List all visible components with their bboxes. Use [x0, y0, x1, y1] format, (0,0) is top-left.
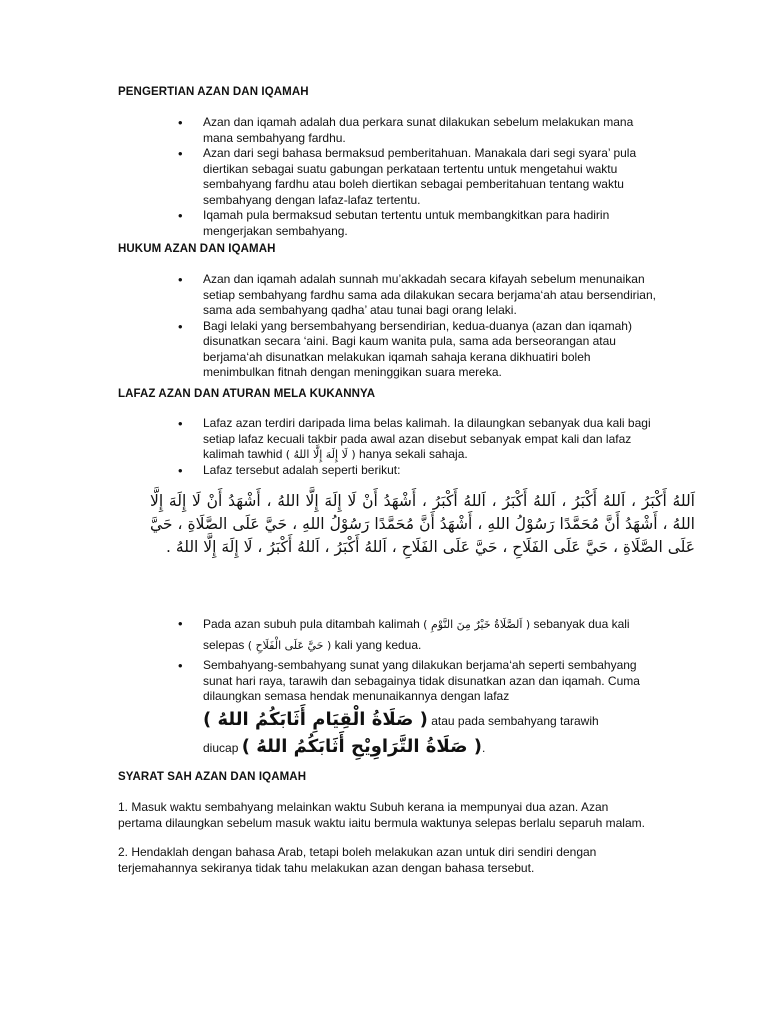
- tarawih-arabic: ( صَلَاةُ التَّرَاوِيْحِ أَثَابَكُمُ اللهُ ): [241, 735, 482, 757]
- subuh-text-after: kali yang kedua.: [334, 638, 422, 652]
- sunat-text: Sembahyang-sembahyang sunat yang dilakukan berjama‘ah seperti sembahyang sunat hari raya, tarawih dan sebagainya tidak disunatkan azan dan iqamah. Cuma dilaungkan semasa hendak menunaikannya dengan lafaz: [203, 658, 640, 703]
- list-item: • Azan dan iqamah adalah dua perkara sunat dilakukan sebelum melakukan mana mana sembahyang fardhu.: [0, 115, 663, 146]
- subuh-text-mid: sebanyak dua kali selepas: [203, 617, 630, 652]
- section-title-pengertian: PENGERTIAN AZAN DAN IQAMAH: [118, 86, 309, 98]
- section-title-hukum: HUKUM AZAN DAN IQAMAH: [118, 243, 276, 255]
- lafaz-text-after: hanya sekali sahaja.: [358, 447, 468, 461]
- tarawih-text: atau pada sembahyang tarawih: [431, 713, 599, 728]
- syarat-paragraph-1: 1. Masuk waktu sembahyang melainkan waktu Subuh kerana ia mempunyai dua azan. Azan pertama dilaungkan sebelum masuk waktu iaitu bermula waktunya selepas berlalu separuh malam.: [118, 800, 645, 830]
- list-item: • Iqamah pula bermaksud sebutan tertentu untuk membangkitkan para hadirin mengerjakan sembahyang.: [0, 208, 663, 239]
- diucap-text: diucap: [203, 740, 239, 755]
- falah-arabic: ( حَيَّ عَلَى الْفَلَاحِ ): [247, 639, 332, 652]
- qiyam-arabic: ( صَلَاةُ الْقِيَامِ أَثَابَكُمُ اللهُ ): [203, 708, 428, 730]
- period-text: .: [481, 740, 486, 755]
- list-item: • Lafaz tersebut adalah seperti berikut:: [0, 463, 663, 479]
- lafaz-text: Lafaz azan terdiri daripada lima belas kalimah. Ia dilaungkan sebanyak dua kali bagi setiap lafaz kecuali takbir pada awal azan disebut sebanyak empat kali dan lafaz kalimah tawhid: [203, 416, 651, 461]
- list-item: [0, 658, 663, 761]
- lafaz-list-1: [0, 416, 768, 478]
- tawhid-arabic: ( لَا إِلَهَ إِلَّا اللهُ ): [285, 448, 356, 461]
- list-item: • Azan dan iqamah adalah sunnah mu’akkadah secara kifayah sebelum menunaikan setiap sembahyang fardhu sama ada dilakukan secara berjama‘ah atau bersendirian, sama ada sembahyang qadha’ atau tunai bagi orang lelaki.: [0, 272, 663, 319]
- section-title-lafaz: LAFAZ AZAN DAN ATURAN MELA KUKANNYA: [118, 388, 376, 400]
- section-title-syarat: SYARAT SAH AZAN DAN IQAMAH: [118, 771, 307, 783]
- tarawih-line: [203, 734, 663, 761]
- list-item: • Bagi lelaki yang bersembahyang bersendirian, kedua-duanya (azan dan iqamah) disunatkan secara ‘aini. Bagi kaum wanita pula, sama ada berseorangan atau berjama‘ah disunatkan melakukan iqamah sahaja kerana dikhuatiri boleh menimbulkan fitnah dengan meninggikan suara mereka.: [0, 319, 663, 381]
- list-item: [0, 416, 663, 463]
- lafaz-list-2: [0, 614, 768, 761]
- syarat-paragraph-2: 2. Hendaklah dengan bahasa Arab, tetapi boleh melakukan azan untuk diri sendiri dengan terjemahannya sekiranya tidak tahu melakukan azan dengan bahasa tersebut.: [118, 845, 597, 875]
- list-item: [0, 614, 663, 656]
- pengertian-list: [0, 115, 768, 239]
- list-item: • Azan dari segi bahasa bermaksud pemberitahuan. Manakala dari segi syara’ pula diertikan sebagai suatu gabungan perkataan tertentu untuk mengetahui waktu sembahyang fardhu atau boleh diertikan sebagai pemberitahuan tentang waktu sembahyang dengan lafaz-lafaz tertentu.: [0, 146, 663, 208]
- subuh-text: Pada azan subuh pula ditambah kalimah: [203, 617, 420, 631]
- azan-arabic-text: اَللهُ أَكْبَرُ ، اَللهُ أَكْبَرُ ، اَللهُ أَكْبَرُ ، اَللهُ أَكْبَرُ ، أَشْهَدُ أَنْ لَا إِلَهَ إِلَّا اللهُ ، أَشْهَدُ أَنْ لَا إِلَهَ إِلَّا اللهُ ، أَشْهَدُ أَنَّ مُحَمَّدًا رَسُوْلُ اللهِ ، أَشْهَدُ أَنَّ مُحَمَّدًا رَسُوْلُ اللهِ ، حَيَّ عَلَى الصَّلَاةِ ، حَيَّ عَلَى الصَّلَاةِ ، حَيَّ عَلَى الفَلَاحِ ، حَيَّ عَلَى الفَلَاحِ ، اَللهُ أَكْبَرُ ، اَللهُ أَكْبَرُ ، لَا إِلَهَ إِلَّا اللهُ .: [150, 492, 695, 556]
- qiyam-line: [203, 707, 663, 734]
- hukum-list: [0, 272, 768, 381]
- subuh-arabic: ( اَلصَّلَاةُ خَيْرٌ مِنَ النَّوْمِ ): [423, 618, 531, 631]
